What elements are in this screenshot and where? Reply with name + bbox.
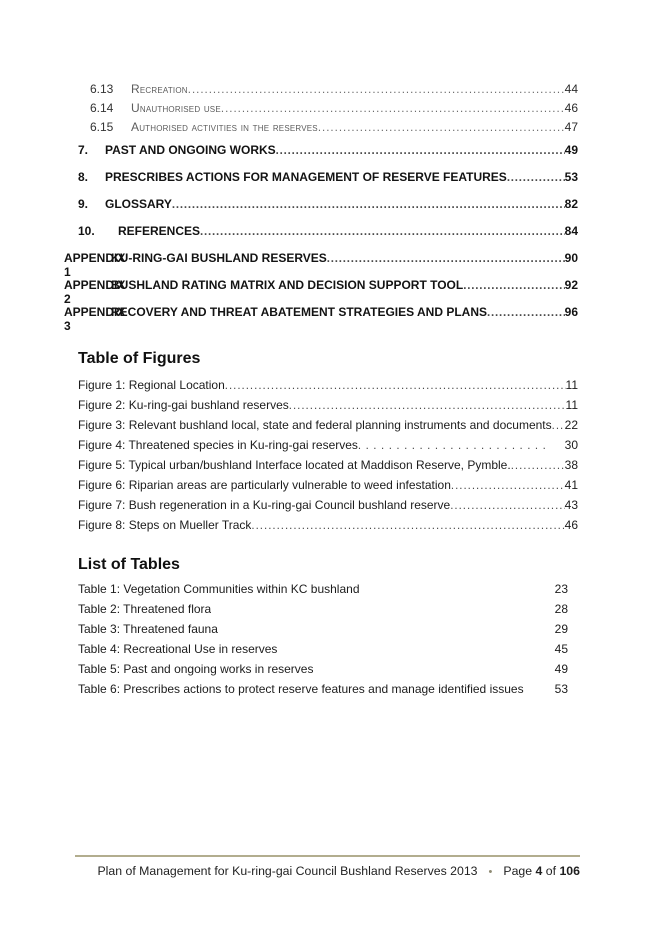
tables-heading: List of Tables (78, 556, 180, 573)
toc-appendix-row[interactable] (64, 278, 578, 305)
toc-entry-page: 46 (564, 101, 578, 115)
toc-entry-page: 84 (564, 224, 578, 238)
table-entry-row[interactable] (78, 662, 568, 682)
table-entry-page: 49 (554, 662, 568, 676)
page-word: Page (503, 864, 533, 878)
dot-leader (463, 278, 564, 292)
table-entry-row[interactable] (78, 582, 568, 602)
dot-leader (188, 82, 565, 96)
dot-leader (450, 498, 564, 512)
toc-entry-number: APPENDIX 2 (64, 278, 126, 306)
figure-entry-row[interactable] (78, 518, 578, 538)
figure-entry-label: Figure 4: Threatened species in Ku-ring-gai reserves (78, 438, 358, 452)
dot-leader (225, 378, 566, 392)
bullet-separator-icon: • (488, 866, 493, 878)
toc-entry-label: PRESCRIBES ACTIONS FOR MANAGEMENT OF RESERVE FEATURES (105, 170, 507, 184)
toc-entry-number: 9. (78, 197, 89, 211)
toc-entry-number: 6.13 (90, 82, 114, 96)
figure-entry-label: Figure 7: Bush regeneration in a Ku-ring-gai Council bushland reserve (78, 498, 451, 512)
toc-entry-number: 8. (78, 170, 89, 184)
figure-entry-page: 43 (564, 498, 578, 512)
toc-entry-page: 92 (564, 278, 578, 292)
dot-leader (251, 518, 564, 532)
toc-section-row[interactable] (78, 143, 578, 170)
footer-document-title: Plan of Management for Ku-ring-gai Council Bushland Reserves 2013 (97, 864, 478, 878)
table-entry-label: Table 5: Past and ongoing works in reserves (78, 662, 314, 676)
figure-entry-label: Figure 8: Steps on Mueller Track (78, 518, 252, 532)
toc-entry-label: Unauthorised use (131, 101, 221, 115)
figures-heading: Table of Figures (78, 350, 201, 367)
figure-entry-page: 30 (564, 438, 578, 452)
toc-entry-page: 49 (564, 143, 578, 157)
toc-entry-page: 47 (564, 120, 578, 134)
dot-leader (451, 478, 565, 492)
toc-entry-number: APPENDIX 3 (64, 305, 126, 333)
toc-entry-page: 82 (564, 197, 578, 211)
figure-entry-row[interactable] (78, 438, 578, 458)
figure-entry-row[interactable] (78, 498, 578, 518)
toc-appendix-row[interactable] (64, 305, 578, 332)
table-entry-page: 29 (554, 622, 568, 636)
figure-entry-page: 11 (565, 398, 578, 412)
table-entry-label: Table 2: Threatened flora (78, 602, 212, 616)
of-word: of (545, 864, 557, 878)
toc-entry-label: PAST AND ONGOING WORKS (105, 143, 276, 157)
toc-subsection-row[interactable] (78, 101, 578, 120)
dot-leader (172, 197, 565, 211)
toc-entry-label: REFERENCES (118, 224, 201, 238)
dot-leader (511, 458, 565, 472)
toc-entry-label: Recreation (131, 82, 188, 96)
footer-divider (75, 855, 580, 857)
table-entry-page: 45 (554, 642, 568, 656)
table-entry-label: Table 1: Vegetation Communities within KC bushland (78, 582, 360, 596)
figure-entry-page: 11 (565, 378, 578, 392)
dot-leader (221, 101, 565, 115)
table-entry-row[interactable] (78, 622, 568, 642)
table-entry-row[interactable] (78, 682, 568, 702)
toc-entry-number: 6.15 (90, 120, 114, 134)
dot-leader (552, 418, 565, 432)
table-entry-page: 23 (554, 582, 568, 596)
toc-entry-number: APPENDIX 1 (64, 251, 126, 279)
figure-entry-row[interactable] (78, 378, 578, 398)
toc-section-row[interactable] (78, 197, 578, 224)
document-page-content (64, 82, 578, 702)
toc-entry-page: 90 (564, 251, 578, 265)
figure-entry-row[interactable] (78, 458, 578, 478)
toc-entry-number: 10. (78, 224, 95, 238)
dot-leader (487, 305, 565, 319)
figure-entry-row[interactable] (78, 418, 578, 438)
figure-entry-row[interactable] (78, 478, 578, 498)
dot-leader (289, 398, 566, 412)
dot-leader (358, 438, 551, 452)
page-footer (75, 855, 580, 878)
table-entry-row[interactable] (78, 602, 568, 622)
toc-entry-page: 44 (564, 82, 578, 96)
toc-entry-label: Authorised activities in the reserves (131, 120, 318, 134)
figure-entry-page: 22 (564, 418, 578, 432)
page-indicator (503, 864, 580, 878)
toc-section-row[interactable] (78, 170, 578, 197)
tables-list (78, 582, 578, 702)
table-entry-page: 28 (554, 602, 568, 616)
figures-list (78, 378, 578, 538)
page-total-number: 106 (559, 864, 580, 878)
footer-text (75, 864, 580, 878)
table-entry-label: Table 6: Prescribes actions to protect reserve features and manage identified issues (78, 682, 524, 696)
figure-entry-label: Figure 6: Riparian areas are particularly vulnerable to weed infestation (78, 478, 451, 492)
figure-entry-label: Figure 3: Relevant bushland local, state and federal planning instruments and documents (78, 418, 552, 432)
toc-entry-number: 7. (78, 143, 89, 157)
table-entry-label: Table 3: Threatened fauna (78, 622, 218, 636)
toc-entry-number: 6.14 (90, 101, 114, 115)
figure-entry-page: 46 (564, 518, 578, 532)
figure-entry-row[interactable] (78, 398, 578, 418)
dot-leader (327, 251, 565, 265)
toc-entry-label: BUSHLAND RATING MATRIX AND DECISION SUPPORT TOOL (111, 278, 464, 292)
toc-entry-label: GLOSSARY (105, 197, 172, 211)
toc-main-sections (64, 143, 578, 333)
toc-entry-label: KU-RING-GAI BUSHLAND RESERVES (111, 251, 327, 265)
dot-leader (276, 143, 565, 157)
toc-entry-page: 53 (564, 170, 578, 184)
toc-section-row[interactable] (78, 224, 578, 251)
toc-subsection-row[interactable] (78, 120, 578, 139)
dot-leader (507, 170, 565, 184)
dot-leader (318, 120, 565, 134)
figure-entry-page: 38 (564, 458, 578, 472)
figure-entry-label: Figure 2: Ku-ring-gai bushland reserves (78, 398, 289, 412)
toc-subsection-row[interactable] (78, 82, 578, 101)
toc-entry-label: RECOVERY AND THREAT ABATEMENT STRATEGIES AND PLANS (111, 305, 488, 319)
figure-entry-page: 41 (564, 478, 578, 492)
page-current-number: 4 (535, 864, 543, 878)
dot-leader (200, 224, 565, 238)
toc-appendix-row[interactable] (64, 251, 578, 278)
table-entry-row[interactable] (78, 642, 568, 662)
figure-entry-label: Figure 5: Typical urban/bushland Interface located at Maddison Reserve, Pymble. (78, 458, 511, 472)
toc-entry-page: 96 (564, 305, 578, 319)
table-entry-page: 53 (554, 682, 568, 696)
figure-entry-label: Figure 1: Regional Location (78, 378, 225, 392)
table-entry-label: Table 4: Recreational Use in reserves (78, 642, 278, 656)
